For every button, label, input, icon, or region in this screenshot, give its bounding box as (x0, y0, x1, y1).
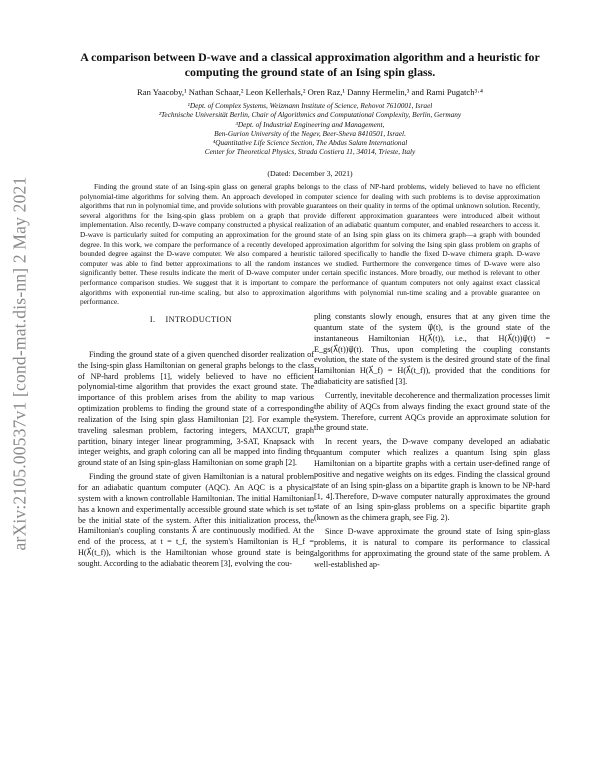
body-paragraph: Currently, inevitable decoherence and thermalization processes limit the ability of AQCs from always finding the exact ground state of the system. Therefore, current AQCs provide an approximate solution for the ground state. (314, 390, 550, 433)
affiliation-line: ³Dept. of Industrial Engineering and Management, (235, 119, 385, 129)
section-title: INTRODUCTION (165, 315, 233, 324)
affiliation-line: ²Technische Universität Berlin, Chair of Algorithmics and Computational Complexity, Berlin, Germany (158, 110, 462, 120)
left-column (78, 312, 314, 573)
affiliation-line: Ben-Gurion University of the Negev, Beer-Sheva 8410501, Israel. (214, 128, 406, 138)
author-list: Ran Yaacoby,¹ Nathan Schaar,² Leon Kellerhals,² Oren Raz,¹ Danny Hermelin,³ and Rami Pugatch³·⁴ (137, 87, 483, 97)
affiliation-line: ¹Dept. of Complex Systems, Weizmann Institute of Science, Rehovot 7610001, Israel (187, 101, 433, 110)
right-column (314, 312, 550, 573)
body-paragraph: Finding the ground state of given Hamiltonian is a natural problem for an adiabatic quantum computer (AQC). An AQC is a physical system with a known controllable Hamiltonian. The initial Hamiltonian has a known and experimentally accessible ground state which is set to be the initial state of the system. After this initialization process, the Hamiltonian's coupling constants λ⃗ are continuously modified. At the end of the process, at t = t_f, the system's Hamiltonian is H_f = H(λ⃗(t_f)), which is the Hamiltonian whose ground state is being sought. According to the adiabatic theorem [3], evolving the cou- (78, 472, 314, 568)
arxiv-identifier: arXiv:2105.00537v1 [cond-mat.dis-nn] 2 May 2021 (9, 176, 30, 551)
affiliation-line: Center for Theoretical Physics, Strada Costiera 11, 34014, Trieste, Italy (204, 147, 416, 157)
affiliation-line: ⁴Quantitative Life Science Section, The Abdus Salam International (212, 138, 408, 148)
body-paragraph: In recent years, the D-wave company developed an adiabatic quantum computer which realizes a quantum Ising spin glass Hamiltonian on a bipartite graphs with a certain user-defined range of positive and negative weights on its edges. Finding the classical ground state of an Ising spin-glass on a bipartite graph is known to be NP-hard [1, 4].Therefore, D-wave computer naturally approximates the ground state of an Ising spin-glass problems on a specific bipartite graph (known as the chimera graph, see Fig. 2). (314, 437, 550, 523)
body-paragraph: pling constants slowly enough, ensures that at any given time the quantum state of the system ψ⃗(t), is the ground state of the instantaneous Hamiltonian H(λ⃗(t)), i.e., that H(λ⃗(t))ψ⃗(t) = E_gs(λ⃗(t))ψ⃗(t). Thus, upon completing the coupling constants evolution, the state of the system is the desired ground state of the final Hamiltonian H(λ⃗_f) = H(λ⃗(t_f)), provided that the conditions for adiabaticity are satisfied [3]. (314, 312, 550, 387)
date-line: (Dated: December 3, 2021) (267, 169, 353, 178)
section-number: I. (149, 315, 156, 324)
section-heading (78, 312, 314, 326)
affiliations (55, 101, 565, 157)
body-paragraph: Finding the ground state of a given quenched disorder realization of the Ising-spin glass Hamiltonian on general graphs belongs to the class of NP-hard problems [1], widely believed to have no efficient polynomial-time algorithm that provides the exact ground state. The importance of this problem arises from the ability to map various optimization problems to finding the ground state of a corresponding realization of the Ising spin glass Hamiltonian [2]. For example the traveling salesman problem, factoring integers, MAXCUT, graph partition, binary integer linear programming, 3-SAT, Knapsack with integer weights, and graph coloring can all be mapped into finding the ground state of an Ising spin-glass Hamiltonian on some graph [2]. (78, 349, 314, 468)
abstract: Finding the ground state of an Ising-spin glass on general graphs belongs to the class of NP-hard problems, widely believed to have no efficient polynomial-time algorithms for solving them. An approach developed in computer science for dealing with such problems is to devise approximation algorithms that run in polynomial time, and provide solutions with provable guarantees on their quality in terms of the optimal unknown solution. Recently, several algorithms for the Ising-spin glass problem on a graph that provide different approximation guarantees were introduced albeit without implementation. Also recently, D-wave company constructed a physical realization of an adiabatic quantum computer, and enabled researchers to access it. D-wave is particularly suited for computing an approximation for the ground state of an Ising spin glass on its chimera graph—a graph with bounded degree. In this work, we compare the performance of a recently developed approximation algorithm for solving the Ising spin glass problem on graphs of bounded degree against the D-wave computer. We also compared a heuristic tailored specifically to handle the fixed D-wave chimera graph. D-wave computer was able to find better approximations to all the random instances we studied. Furthermore the convergence times of D-wave were also significantly better. These results indicate the merit of D-wave computer under certain specific instances. More broadly, our method is relevant to other performance comparison studies. We suggest that it is important to compare the performance of quantum computers not only against exact classical algorithms with exponential run-time scaling, but also to approximation algorithms with polynomial run-time scaling and a provable guarantee on performance. (80, 182, 540, 307)
paper-title: A comparison between D-wave and a classical approximation algorithm and a heuristic for computing the ground state of an Ising spin glass. (80, 50, 540, 79)
body-paragraph: Since D-wave approximate the ground state of Ising spin-glass problems, it is natural to compare its performance to classical algorithms for approximating the ground state of the same problem. A well-established ap- (314, 527, 550, 569)
